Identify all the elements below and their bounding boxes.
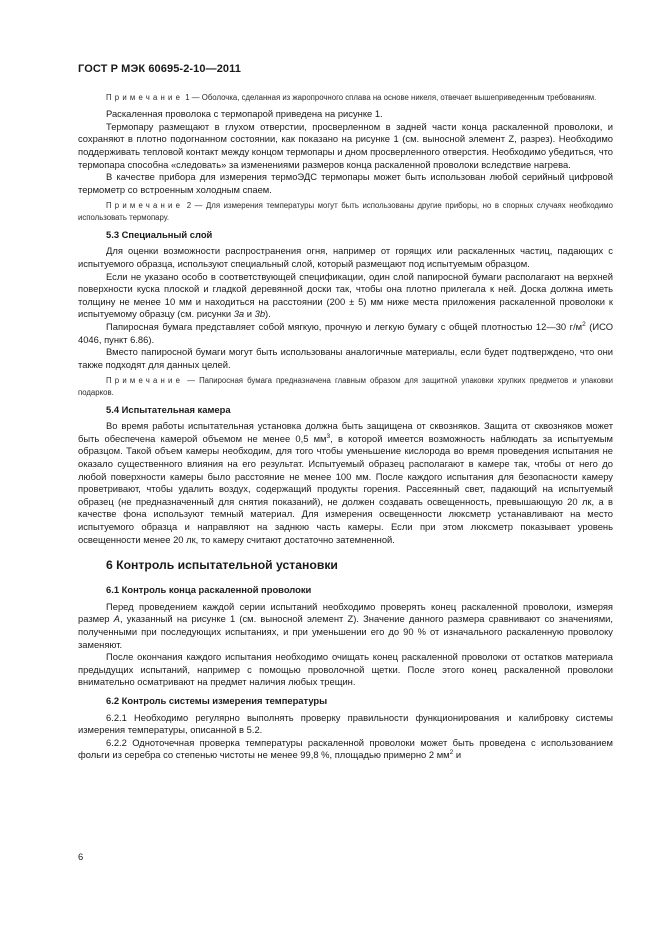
note-1 [78,92,613,103]
superscript: 2 [582,320,586,328]
note-label: Примечание [106,376,184,386]
paragraph [78,737,613,762]
figure-ref: 3а [233,308,245,320]
text-run: ). [265,308,271,320]
section-6-2-heading: 6.2 Контроль системы измерения температуры [106,694,328,706]
text-run: и [453,749,462,761]
superscript: 2 [449,749,454,757]
note-text: 1 — Оболочка, сделанная из жаропрочного сплава на основе никеля, отвечает вышеприведенным требованиям. [183,93,597,102]
paragraph [78,420,613,546]
note-text: — Папиросная бумага предназначена главным образом для защитной упаковки хрупких предметов и упаковки подарков. [78,376,613,397]
section-5-4-heading: 5.4 Испытательная камера [106,403,231,415]
paragraph: После окончания каждого испытания необходимо очищать конец раскаленной проволоки от остатков материала предыдущих испытаний, например с помощью проволочной щетки. После этого конец раскаленной проволоки внимательно осматривают на предмет наличия любых трещин. [78,651,613,688]
note-2 [78,200,613,222]
figure-ref: 3b [254,308,266,320]
text-run: , в которой имеется возможность наблюдать за испытуемым образцом. Такой объем камеры необходим, для того чтобы уменьшение кислорода во время проведения испытания не оказало существенного влияния на его результат. Испытуемый образец располагают в камере так, чтобы от него до любой поверхности камеры было расстояние не менее 100 мм. После каждого испытания для безопасности камеру проветривают, чтобы удалить воздух, содержащий продукты горения. Рассеянный свет, падающий на испытуемый образец (не предназначенный для снятия показаний), не должен создавать освещенность, превышающую 20 лк, а в качестве фона используют темный материал. Для измерения освещенности люксметр устанавливают на место испытуемого образца и направляют на заднюю часть камеры. Если при этом люксметр показывает уровень освещенности менее 20 лк, то камеру считают достаточно затемненной. [78,432,613,545]
text-run: Папиросная бумага представляет собой мягкую, прочную и легкую бумагу с общей плотностью 12—30 г/м [106,320,583,332]
document-header: ГОСТ Р МЭК 60695-2-10—2011 [78,63,241,75]
superscript: 3 [326,432,331,440]
note-label: Примечание [106,93,184,102]
paragraph: Раскаленная проволока с термопарой приведена на рисунке 1. [106,108,383,120]
text-run: Если не указано особо в соответствующей спецификации, один слой папиросной бумаги располагают на верхней поверхности куска плоской и гладкой деревянной доски так, чтобы она плотно прилегала к ней. Доска должна иметь толщину не менее 10 мм и находиться на расстоянии (200 ± 5) мм ниже места приложения раскаленной проволоки к испытуемому образцу (см. рисунки [78,270,613,320]
note-5-3 [78,375,613,397]
section-6-1-heading: 6.1 Контроль конца раскаленной проволоки [106,584,312,596]
note-text: 2 — Для измерения температуры могут быть использованы другие приборы, но в спорных случаях необходимо использовать термопару. [78,201,613,222]
paragraph: В качестве прибора для измерения термоЭДС термопары может быть использован любой серийный цифровой термометр со встроенным холодным спаем. [78,171,613,195]
paragraph: 6.2.1 Необходимо регулярно выполнять проверку правильности функционирования и калибровку системы измерения температуры, описанной в 5.2. [78,711,613,736]
text-run: , указанный на рисунке 1 (см. выносной элемент Z). Значение данного размера сравнивают со значениями, полученными при последующих испытаниях, и при уменьшении его до 90 % от изначального раскаленную проволоку заменяют. [78,613,613,650]
text-run: 6.2.2 Одноточечная проверка температуры раскаленной проволоки может быть проведена с использованием фольги из серебра со степенью чистоты не менее 99,8 %, площадью примерно 2 мм [78,736,613,761]
text-run: Перед проведением каждой серии испытаний необходимо проверять конец раскаленной проволоки, измеряя размер [78,600,613,625]
paragraph [78,321,613,346]
section-6-heading: 6 Контроль испытательной установки [106,558,338,573]
paragraph: Вместо папиросной бумаги могут быть использованы аналогичные материалы, если будет подтверждено, что они также подходят для данных целей. [78,346,613,370]
note-label: Примечание [106,201,184,211]
paragraph: Термопару размещают в глухом отверстии, просверленном в задней части конца раскаленной проволоки, и сохраняют в плотно подогнанном состоянии, как показано на рисунке 1 (см. выносной элемент Z, разрез). Необходимо поддерживать тепловой контакт между концом термопары и дном просверленного отверстия. Необходимо убедиться, что термопара способна «следовать» за изменениями размеров конца раскаленной проволоки вследствие нагрева. [78,120,613,170]
text-run: (ИСО 4046, пункт 6.86). [78,320,613,345]
paragraph [78,601,613,651]
page-number: 6 [78,851,84,862]
section-5-3-heading: 5.3 Специальный слой [106,228,213,240]
text-run: и [244,308,255,320]
paragraph [78,271,613,321]
paragraph: Для оценки возможности распространения огня, например от горящих или раскаленных частиц, падающих с испытуемого образца, используют специальный слой, который размещают под испытуемым образцом. [78,245,613,269]
text-run: Во время работы испытательная установка должна быть защищена от сквозняков. Защита от сквозняков может быть обеспечена камерой объемом не менее 0,5 мм [78,420,613,444]
variable: А [113,613,120,625]
